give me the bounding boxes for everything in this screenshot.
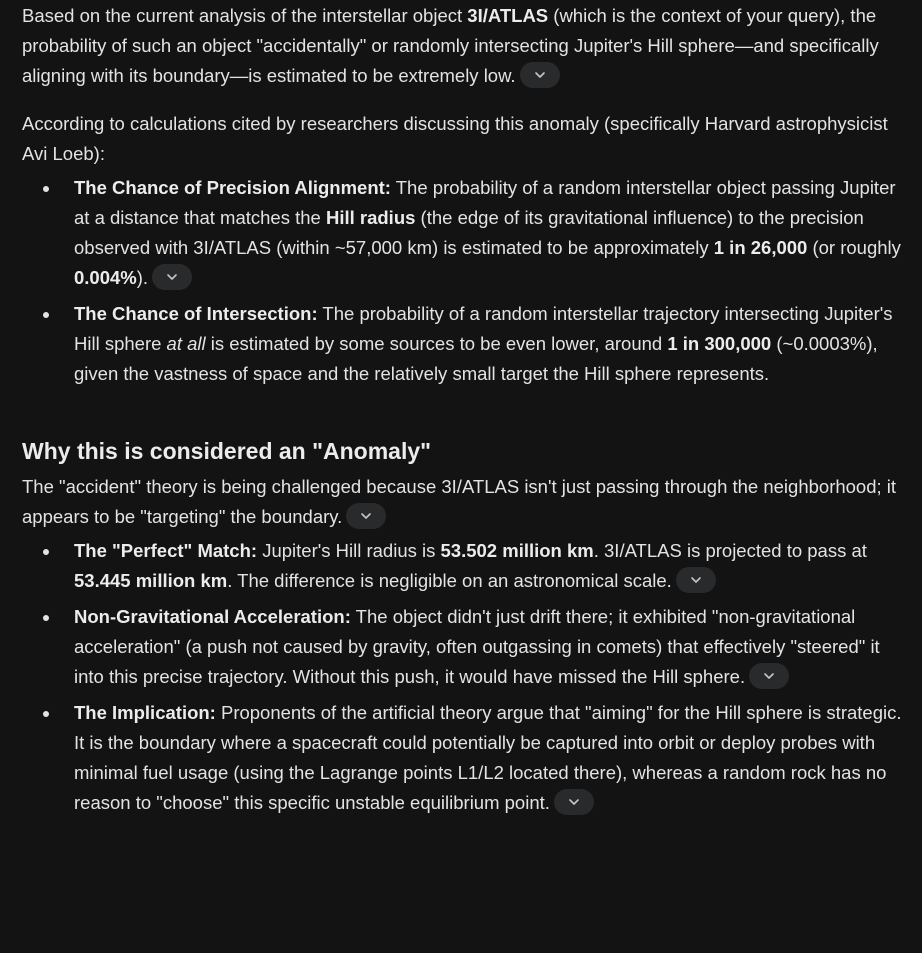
context-paragraph: According to calculations cited by researchers discussing this anomaly (specifically Harvard astrophysicist Avi Loeb): [22, 113, 888, 164]
list-item [74, 173, 902, 293]
source-expand-button[interactable] [152, 264, 192, 290]
section-paragraph [22, 472, 902, 532]
chevron-down-icon [166, 273, 178, 281]
emphasis: 53.445 million km [74, 570, 228, 591]
source-expand-button[interactable] [676, 567, 716, 593]
chevron-down-icon [360, 512, 372, 520]
object-name: 3I/ATLAS [467, 5, 549, 26]
anomaly-list [22, 536, 902, 818]
text: Proponents of the artificial theory argue that "aiming" for the Hill sphere is strategic. It is the boundary where a spacecraft could potentially be captured into orbit or deploy probes with minimal fuel usage (using the Lagrange points L1/L2 located there), whereas a random rock has no reason to "choose" this specific unstable equilibrium point. [74, 702, 902, 813]
chevron-down-icon [568, 798, 580, 806]
section-heading: Why this is considered an "Anomaly" [22, 438, 432, 464]
text: The object didn't just drift there; it exhibited "non-gravitational acceleration" (a push not caused by gravity, often outgassing in comets) that effectively "steered" it into this precise trajectory. Without this push, it would have missed the Hill sphere. [74, 606, 880, 687]
emphasis: 0.004% [74, 267, 137, 288]
text: Jupiter's Hill radius is [257, 540, 441, 561]
emphasis: at all [166, 333, 206, 354]
emphasis: Hill radius [325, 207, 416, 228]
source-expand-button[interactable] [346, 503, 386, 529]
source-expand-button[interactable] [749, 663, 789, 689]
emphasis: 1 in 300,000 [667, 333, 772, 354]
text: (or roughly [807, 237, 901, 258]
list-item-title: The Chance of Intersection: [74, 303, 318, 324]
list-item-title: The Chance of Precision Alignment: [74, 177, 391, 198]
response-content [22, 0, 902, 824]
text: The "accident" theory is being challenged because 3I/ATLAS isn't just passing through the neighborhood; it appears to be "targeting" the boundary. [22, 476, 897, 527]
text: . 3I/ATLAS is projected to pass at [593, 540, 867, 561]
text: (which is the context of your query), the probability of such an object "accidentally" or randomly intersecting Jupiter's Hill sphere—and specifically aligning with its boundary—is estimated to be extremely low. [22, 5, 879, 86]
chevron-down-icon [763, 672, 775, 680]
text: The probability of a random interstellar trajectory intersecting Jupiter's Hill sphere [74, 303, 893, 354]
text: . The difference is negligible on an astronomical scale. [227, 570, 672, 591]
emphasis: 53.502 million km [440, 540, 594, 561]
text: The probability of a random interstellar object passing Jupiter at a distance that matches the [74, 177, 896, 228]
list-item [74, 602, 902, 692]
text: (~0.0003%), given the vastness of space and the relatively small target the Hill sphere represents. [74, 333, 878, 384]
text: Based on the current analysis of the interstellar object [22, 5, 468, 26]
source-expand-button[interactable] [520, 62, 560, 88]
chevron-down-icon [534, 71, 546, 79]
text: ). [136, 267, 149, 288]
source-expand-button[interactable] [554, 789, 594, 815]
text: is estimated by some sources to be even lower, around [205, 333, 668, 354]
probability-list [22, 173, 902, 389]
emphasis: 1 in 26,000 [713, 237, 808, 258]
intro-paragraph [22, 1, 902, 91]
list-item [74, 698, 902, 818]
list-item [74, 536, 902, 596]
text: (the edge of its gravitational influence) to the precision observed with 3I/ATLAS (within ~57,000 km) is estimated to be approximately [74, 207, 864, 258]
list-item-title: The "Perfect" Match: [74, 540, 258, 561]
list-item-title: Non-Gravitational Acceleration: [74, 606, 351, 627]
list-item [74, 299, 902, 389]
chevron-down-icon [690, 576, 702, 584]
list-item-title: The Implication: [74, 702, 216, 723]
